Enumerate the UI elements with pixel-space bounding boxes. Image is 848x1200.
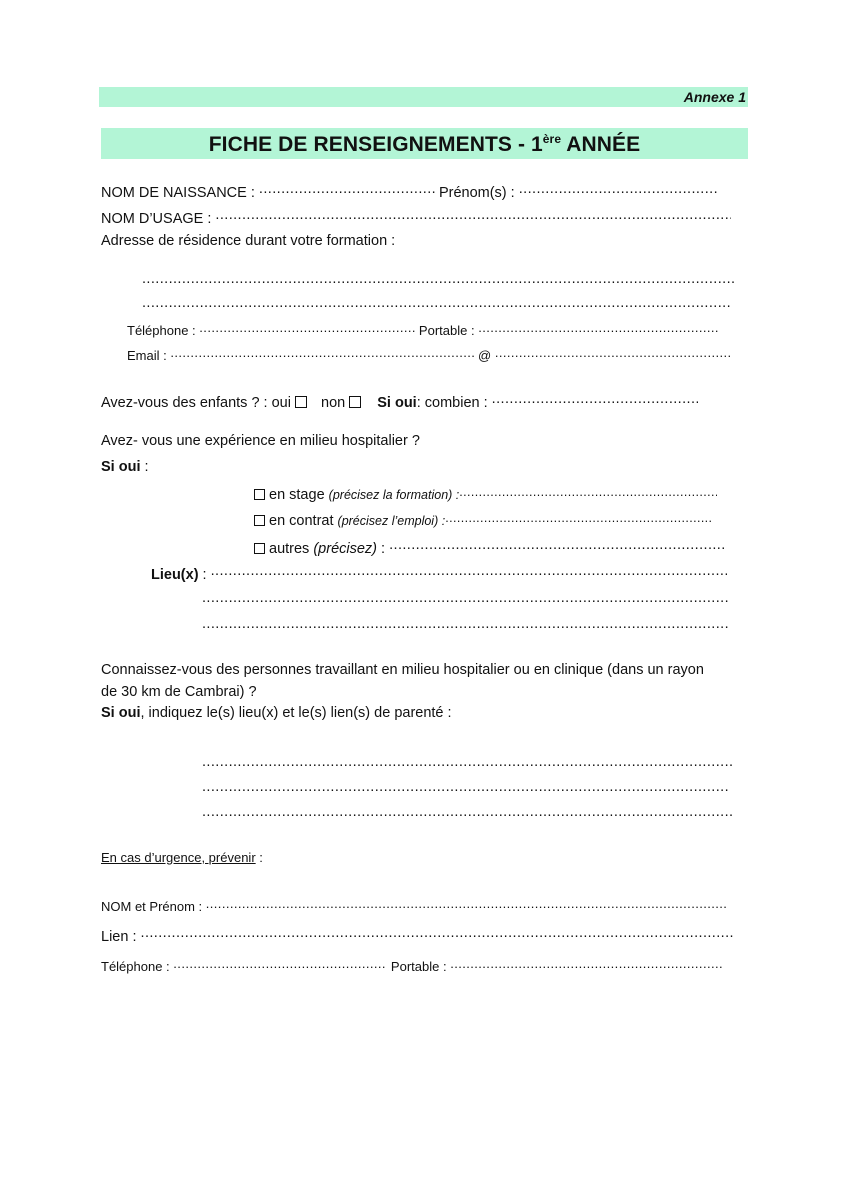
- stage-line[interactable]: [459, 485, 717, 499]
- children-count-line[interactable]: [492, 391, 698, 407]
- emergency-link-field[interactable]: [101, 925, 733, 945]
- email-field[interactable]: [127, 345, 731, 363]
- option-contrat[interactable]: en contrat (précisez l’emploi) :.....: [254, 511, 711, 529]
- annexe-label: Annexe 1: [99, 87, 748, 107]
- mobile-label: Portable :: [418, 323, 475, 338]
- address-label: Adresse de résidence durant votre formation :: [101, 233, 396, 249]
- experience-if-yes: Si oui :: [101, 459, 149, 475]
- emergency-link-line[interactable]: [141, 925, 733, 941]
- contacts-line-2[interactable]: [202, 779, 730, 799]
- contacts-question-2: de 30 km de Cambrai) ?: [101, 684, 257, 700]
- lieux-line-3[interactable]: [202, 616, 730, 636]
- stage-checkbox[interactable]: [254, 489, 265, 500]
- first-name-label: Prénom(s) :: [438, 185, 515, 201]
- phone-field[interactable]: [127, 320, 718, 338]
- contacts-question-1: Connaissez-vous des personnes travaillant en milieu hospitalier ou en clinique (dans un rayon: [101, 662, 704, 678]
- usage-name-field[interactable]: [101, 207, 731, 227]
- birth-name-label: NOM DE NAISSANCE :: [101, 185, 255, 201]
- emergency-phone-field[interactable]: [101, 956, 722, 974]
- birth-name-line[interactable]: [259, 181, 435, 197]
- emergency-name-field[interactable]: [101, 896, 726, 914]
- address-line-2[interactable]: [142, 295, 732, 315]
- emergency-name-line[interactable]: [206, 896, 726, 911]
- birth-name-field[interactable]: [101, 181, 719, 201]
- emergency-phone-line[interactable]: [173, 956, 387, 971]
- email-domain-line[interactable]: [495, 345, 731, 360]
- page-title: FICHE DE RENSEIGNEMENTS - 1ère ANNÉE: [101, 128, 748, 159]
- emergency-mobile-label: Portable :: [390, 959, 447, 974]
- contrat-checkbox[interactable]: [254, 515, 265, 526]
- emergency-link-label: Lien :: [101, 929, 137, 945]
- option-autres[interactable]: autres (précisez) : .....: [254, 537, 724, 557]
- phone-label: Téléphone :: [127, 323, 196, 338]
- usage-name-line[interactable]: [215, 207, 731, 223]
- mobile-line[interactable]: [478, 320, 718, 335]
- autres-checkbox[interactable]: [254, 543, 265, 554]
- email-label: Email :: [127, 348, 167, 363]
- contrat-line[interactable]: [445, 511, 711, 525]
- emergency-phone-label: Téléphone :: [101, 959, 170, 974]
- experience-question: Avez- vous une expérience en milieu hospitalier ?: [101, 433, 420, 449]
- lieux-field[interactable]: Lieu(x) : .....: [151, 563, 727, 583]
- autres-line[interactable]: [389, 537, 724, 553]
- option-stage[interactable]: en stage (précisez la formation) :.....: [254, 485, 717, 503]
- contacts-line-3[interactable]: [202, 804, 732, 824]
- emergency-mobile-line[interactable]: [450, 956, 722, 971]
- usage-name-label: NOM D’USAGE :: [101, 211, 212, 227]
- emergency-name-label: NOM et Prénom :: [101, 899, 203, 914]
- no-checkbox[interactable]: [349, 396, 361, 408]
- first-name-line[interactable]: [519, 181, 719, 197]
- contacts-if-yes: Si oui, indiquez le(s) lieu(x) et le(s) lien(s) de parenté :: [101, 705, 452, 721]
- lieux-line-2[interactable]: [202, 590, 730, 610]
- lieux-line-1[interactable]: [211, 563, 727, 579]
- at-sign: @: [477, 348, 492, 363]
- children-question: Avez-vous des enfants ? : oui non Si oui: combien : .....: [101, 391, 698, 411]
- phone-line[interactable]: [199, 320, 415, 335]
- emergency-heading: En cas d’urgence, prévenir :: [101, 850, 263, 865]
- yes-checkbox[interactable]: [295, 396, 307, 408]
- email-user-line[interactable]: [170, 345, 474, 360]
- address-line-1[interactable]: [142, 271, 734, 291]
- contacts-line-1[interactable]: [202, 754, 732, 774]
